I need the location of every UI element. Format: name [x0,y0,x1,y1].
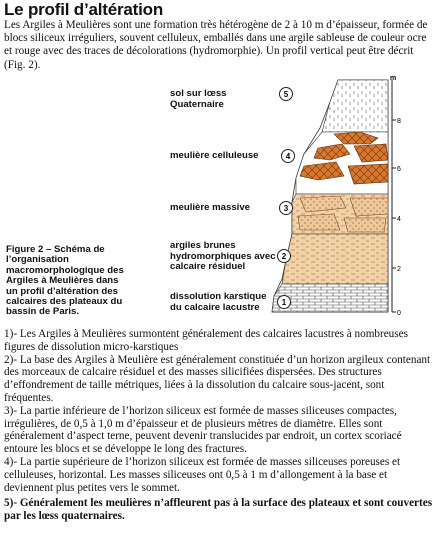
scale-tick-label: 8 [397,118,401,125]
layer-label: sol sur lœss Quaternaire [170,88,227,110]
layer-number: 1 [281,298,287,307]
scale-tick-label: 0 [397,310,401,317]
page-title: Le profil d’altération [4,0,164,19]
layer-number: 5 [283,90,289,99]
intro-paragraph: Les Argiles à Meulières sont une formation très hétérogène de 2 à 10 m d’épaisseur, formée de blocs siliceux irréguliers, souvent celluleux, emballés dans une argile sableuse de couleur ocre et rouge avec des traces de décolorations (hydromorphie). Un profil vertical peut être décrit (Fig. 2). [4,19,428,71]
scale-unit: m [390,75,397,82]
clay-layer [282,234,388,284]
depth-scale [390,75,401,317]
layer-label: dissolution karstique du calcaire lacustre [170,291,267,313]
figure-caption: Figure 2 – Schéma de l’organisation macromorphologique des Argiles à Meulières dans un profil d’altération des calcaires des plateaux du bassin de Paris. [6,244,124,318]
layer-number: 2 [281,252,287,261]
layer-label: meulière celluleuse [170,150,259,161]
list-item: 2)- La base des Argiles à Meulière est généralement constituée d’un horizon argileux contenant des morceaux de calcaire résiduel et des masses silicifiées dispersées. Des structures d’effondrement de taille métriques, liées à la dissolution du calcaire sous-jacent, sont fréquentes. [4,353,431,404]
list-item: 4)- La partie supérieure de l’horizon siliceux est formée de masses siliceuses poreuses et celluleuses, horizontal. Les masses siliceuses ont 0,5 à 1 m d’allongement à la base et deviennent plus petites vers le sommet. [4,455,401,494]
layer-label: meulière massive [170,202,251,213]
layer-number: 4 [285,152,291,161]
layer-number: 3 [283,204,289,213]
list-item: 3)- La partie inférieure de l’horizon siliceux est formée de masses siliceuses compactes, irrégulières, de 0,5 à 1,0 m d’épaisseur et de plusieurs mètres de diamètre. Elles sont généralement d’aspect terne, peuvent devenir translucides par endroit, un cortex scoriacé entoure les blocs et se développe le long des fractures. [4,404,402,456]
list-item: 1)- Les Argiles à Meulières surmontent généralement des calcaires lacustres à nombreuses figures de dissolution micro-karstiques [4,328,408,353]
scale-tick-label: 4 [397,216,401,223]
layer-label: argiles brunes hydromorphiques avec calcaire résiduel [170,240,276,273]
loess-layer [322,80,388,132]
list-item: 5)- Généralement les meulières n’affleurent pas à la surface des plateaux et sont couvertes par les lœss quaternaires. [4,497,433,523]
scale-tick-label: 6 [397,166,401,173]
numbered-list [4,328,434,523]
scale-tick-label: 2 [397,266,401,273]
